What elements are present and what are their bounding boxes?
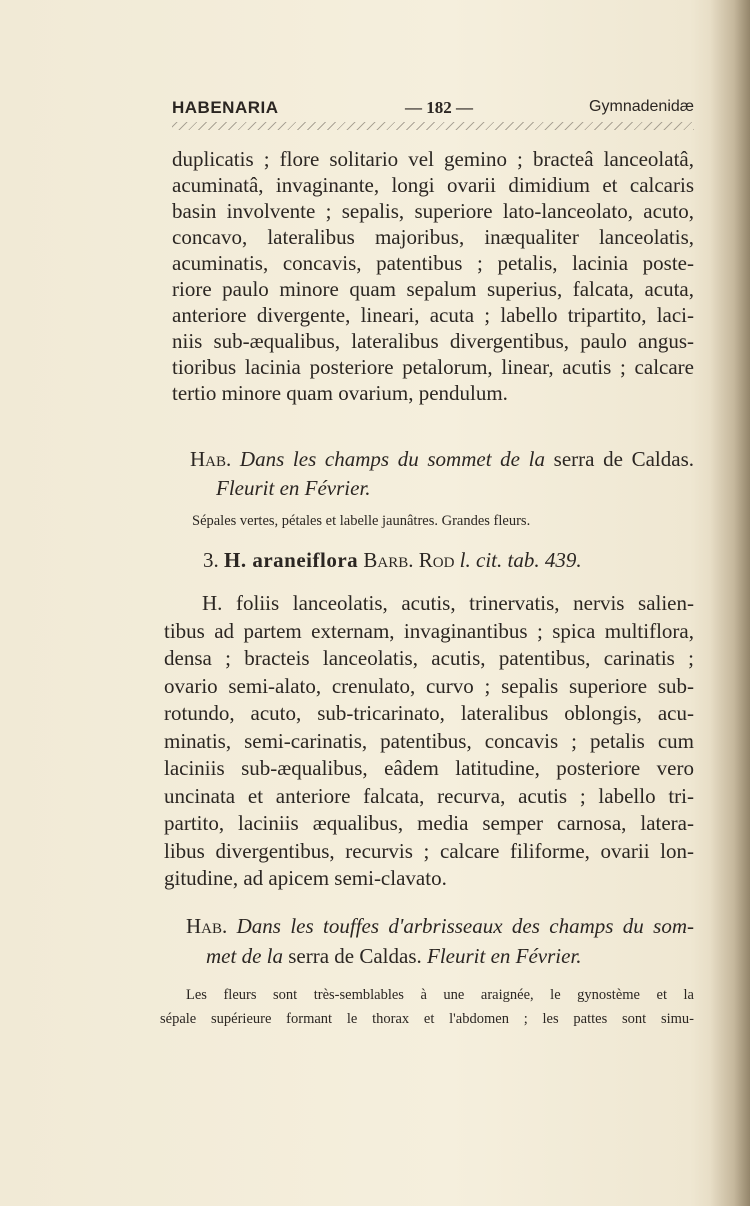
habitat-2-cont bbox=[206, 943, 636, 969]
habitat-place: serra de Caldas. bbox=[288, 944, 422, 968]
habitat-1 bbox=[190, 446, 694, 472]
note-1: Sépales vertes, pétales et labelle jaunâtres. Grandes fleurs. bbox=[192, 513, 531, 529]
species-author: Barb. Rod bbox=[363, 548, 455, 572]
text-line: riore paulo minore quam sepalum superius, falcata, acuta, bbox=[172, 277, 694, 301]
note-line: Les fleurs sont très-semblables à une araignée, le gynostème et la bbox=[186, 987, 694, 1003]
flowering-text: Fleurit en Février. bbox=[216, 476, 371, 500]
note-2 bbox=[186, 984, 694, 1006]
text-line: tertio minore quam ovarium, pendulum. bbox=[172, 381, 508, 405]
page-edge-shadow bbox=[710, 0, 750, 1206]
text-line: acuminatis, concavis, patentibus ; petalis, lacinia poste- bbox=[172, 251, 694, 275]
description-paragraph-1 bbox=[172, 146, 694, 406]
species-reference: l. cit. tab. 439. bbox=[459, 548, 582, 572]
habitat-2 bbox=[186, 913, 694, 939]
text-line: uncinata et anteriore falcata, recurva, acutis ; labello tri- bbox=[164, 783, 694, 808]
text-line: concavo, lateralibus majoribus, inæqualiter lanceolatis, bbox=[172, 225, 694, 249]
habitat-label: Hab. bbox=[190, 447, 232, 471]
text-line: tioribus lacinia posteriore petalorum, linear, acutis ; calcare bbox=[172, 355, 694, 379]
header-genus: HABENARIA bbox=[172, 98, 279, 117]
header-family: Gymnadenidæ bbox=[589, 98, 694, 115]
page-number: — 182 — bbox=[405, 98, 473, 117]
text-line: ovario semi-alato, crenulato, curvo ; sepalis superiore sub- bbox=[164, 673, 694, 698]
header-rule bbox=[172, 122, 694, 130]
text-line: tibus ad partem externam, invaginantibus ; spica multiflora, bbox=[164, 618, 694, 643]
habitat-italic: Dans les champs du sommet de la bbox=[239, 447, 545, 471]
text-line: laciniis sub-æqualibus, eâdem latitudine, posteriore vero bbox=[164, 756, 694, 780]
text-line: niis sub-æqualibus, lateralibus divergentibus, paulo angus- bbox=[172, 329, 694, 353]
entry-number: 3. bbox=[203, 548, 219, 572]
text-line: rotundo, acuto, sub-tricarinato, lateralibus oblongis, acu- bbox=[164, 701, 694, 725]
text-line: basin involvente ; sepalis, superiore lato-lanceolato, acuto, bbox=[172, 199, 694, 223]
running-header bbox=[172, 96, 694, 124]
text-line: H. foliis lanceolatis, acutis, trinervatis, nervis salien- bbox=[202, 591, 694, 615]
note-2-cont bbox=[160, 1008, 694, 1030]
text-line: libus divergentibus, recurvis ; calcare filiforme, ovarii lon- bbox=[164, 838, 694, 863]
species-entry-3 bbox=[203, 547, 663, 573]
text-line: minatis, semi-carinatis, patentibus, concavis ; petalis cum bbox=[164, 728, 694, 753]
species-name: H. araneiflora bbox=[224, 548, 359, 572]
description-paragraph-2 bbox=[164, 590, 694, 893]
flowering-text: Fleurit en Février. bbox=[427, 944, 582, 968]
text-line: anteriore divergente, lineari, acuta ; labello tripartito, laci- bbox=[172, 303, 694, 327]
text-line: partito, laciniis æqualibus, media semper carnosa, latera- bbox=[164, 811, 694, 835]
note-line: sépale supérieure formant le thorax et l'abdomen ; les pattes sont simu- bbox=[160, 1011, 694, 1027]
habitat-italic: Dans les touffes d'arbrisseaux des champs du som- bbox=[236, 914, 694, 938]
habitat-label: Hab. bbox=[186, 914, 228, 938]
habitat-place: serra de Caldas. bbox=[553, 447, 694, 471]
text-line: gitudine, ad apicem semi-clavato. bbox=[164, 866, 447, 890]
text-line: densa ; bracteis lanceolatis, acutis, patentibus, carinatis ; bbox=[164, 646, 694, 670]
text-line: duplicatis ; flore solitario vel gemino ; bracteâ lanceolatâ, bbox=[172, 147, 694, 171]
habitat-italic: met de la bbox=[206, 944, 283, 968]
text-line: acuminatâ, invaginante, longi ovarii dimidium et calcaris bbox=[172, 173, 694, 197]
flowering-1 bbox=[216, 475, 694, 501]
